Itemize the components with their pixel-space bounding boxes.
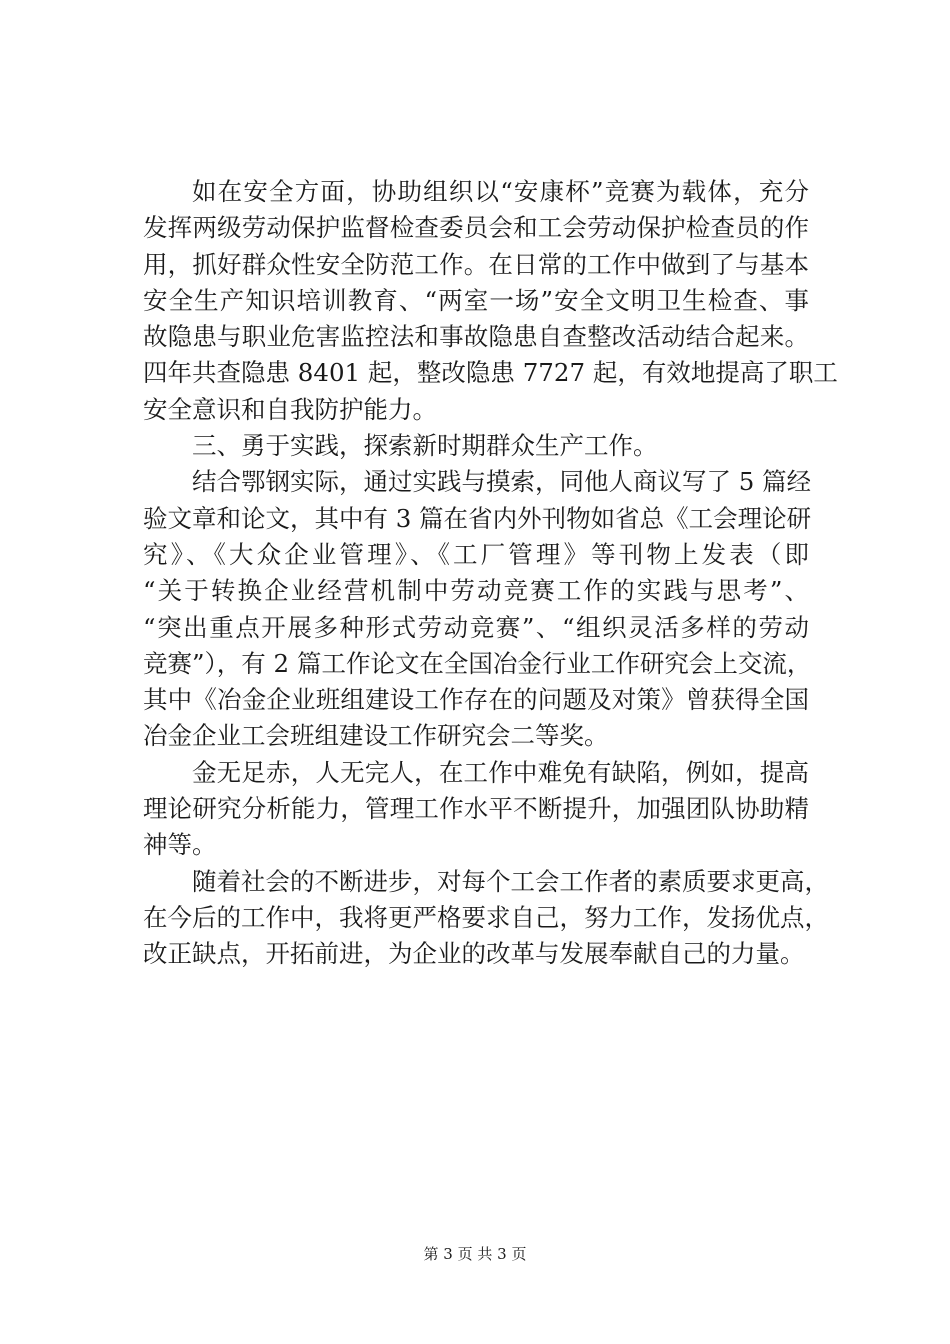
paragraph-conclusion	[143, 864, 829, 973]
text-line: 故隐患与职业危害监控法和事故隐患自查整改活动结合起来。	[143, 322, 809, 352]
text-line: 理论研究分析能力，管理工作水平不断提升，加强团队协助精	[143, 794, 809, 824]
text-line: “关于转换企业经营机制中劳动竞赛工作的实践与思考”、	[143, 576, 809, 606]
text-line: 神等。	[143, 830, 217, 860]
paragraph-safety	[143, 174, 838, 428]
document-body	[143, 174, 838, 973]
text-line: 验文章和论文，其中有 3 篇在省内外刊物如省总《工会理论研	[143, 503, 812, 533]
text-line: 随着社会的不断进步，对每个工会工作者的素质要求更高，	[192, 866, 829, 896]
text-line: 结合鄂钢实际，通过实践与摸索，同他人商议写了 5 篇经	[192, 467, 812, 497]
text-line: 用，抓好群众性安全防范工作。在日常的工作中做到了与基本	[143, 249, 809, 279]
paragraph-shortcomings	[143, 755, 809, 864]
text-line: 竞赛”），有 2 篇工作论文在全国冶金行业工作研究会上交流，	[143, 648, 812, 678]
text-line: 四年共查隐患 8401 起，整改隐患 7727 起，有效地提高了职工	[143, 358, 838, 388]
section-heading	[143, 428, 809, 464]
text-line: 改正缺点，开拓前进，为企业的改革与发展奉献自己的力量。	[143, 939, 805, 969]
text-line: 如在安全方面，协助组织以“安康杯”竞赛为载体，充分	[192, 177, 809, 206]
text-line: 金无足赤，人无完人，在工作中难免有缺陷，例如，提高	[192, 757, 809, 787]
text-line: 冶金企业工会班组建设工作研究会二等奖。	[143, 721, 609, 751]
text-line: 究》、《大众企业管理》、《工厂管理》等刊物上发表（即	[143, 539, 809, 569]
text-line: 安全生产知识培训教育、“两室一场”安全文明卫生检查、事	[143, 285, 809, 315]
text-line: 在今后的工作中，我将更严格要求自己，努力工作，发扬优点，	[143, 902, 829, 932]
text-line: 其中《冶金企业班组建设工作存在的问题及对策》曾获得全国	[143, 685, 809, 715]
text-line: “突出重点开展多种形式劳动竞赛”、“组织灵活多样的劳动	[143, 612, 809, 642]
page-number-footer: 第 3 页 共 3 页	[423, 1245, 527, 1263]
paragraph-practice	[143, 464, 812, 754]
text-line: 发挥两级劳动保护监督检查委员会和工会劳动保护检查员的作	[143, 213, 809, 243]
heading-line: 三、勇于实践，探索新时期群众生产工作。	[192, 431, 658, 461]
text-line: 安全意识和自我防护能力。	[143, 394, 437, 424]
